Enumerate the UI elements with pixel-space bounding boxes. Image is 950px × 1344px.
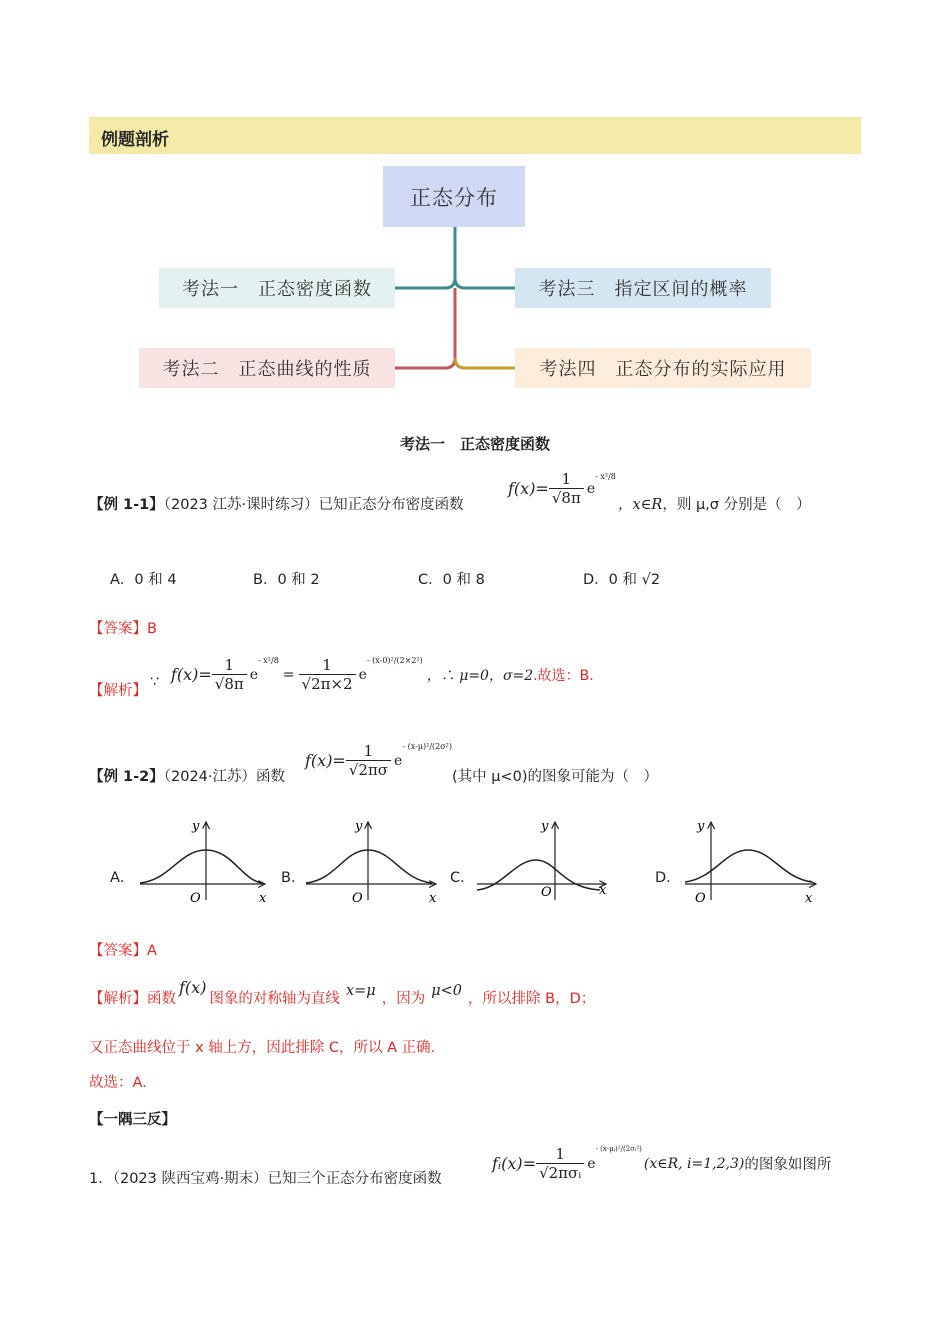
q1-fraction [536, 1145, 584, 1182]
axis-x-label: x [599, 883, 607, 898]
axis-x-label: x [429, 891, 437, 906]
q1-source: （2023 陕西宝鸡·期末）已知三个正态分布密度函数 [112, 1171, 442, 1187]
eq2-num: 1 [299, 656, 356, 675]
eq2-fraction [299, 656, 356, 693]
example-label: 【例 1-1】 [89, 497, 164, 513]
formula-f: f(x)= [508, 479, 549, 498]
formula-e: e [394, 752, 403, 769]
eq2-exp: - (x-0)²/(2×2²) [366, 656, 423, 665]
mindmap-branch-1: 考法一 正态密度函数 [159, 268, 395, 308]
formula-f: f(x)= [305, 751, 346, 770]
eq1-f: f(x)= [170, 665, 212, 684]
analysis-label-1-1: 【解析】 [89, 683, 147, 699]
formula-fraction [346, 742, 391, 779]
formula-den: √2πσ [348, 761, 389, 779]
q1-num: 1 [536, 1145, 584, 1164]
formula-normal [305, 742, 452, 779]
eq1-e: e [249, 666, 259, 683]
example-source: （2023 江苏·课时练习）已知正态分布密度函数 [163, 497, 464, 513]
mindmap-branch-2: 考法二 正态曲线的性质 [139, 348, 395, 388]
section-title: 考法一 正态密度函数 [399, 435, 550, 453]
formula-fraction [549, 470, 584, 507]
mindmap-root: 正态分布 [383, 166, 525, 227]
connector-b1 [395, 268, 515, 288]
analysis-text: ，所以排除 B，D； [468, 991, 596, 1007]
because-symbol: ∵ [150, 673, 159, 690]
example-label: 【例 1-2】 [89, 769, 164, 785]
therefore-text: ，∴ μ=0，σ=2 [426, 667, 534, 684]
option-d: D．0 和 √2 [583, 572, 661, 588]
origin-label: O [541, 885, 552, 900]
axis-x-label: x [805, 891, 813, 906]
conclusion-text: .故选：B. [533, 667, 594, 684]
eq1-den: √8π [214, 675, 244, 693]
mindmap-branch-4: 考法四 正态分布的实际应用 [515, 348, 811, 388]
analysis-formula-1-1 [150, 656, 594, 693]
analysis-ineq: μ<0 [431, 983, 463, 999]
formula-e: e [586, 480, 596, 497]
example-1-2-condition: (其中 μ<0)的图象可能为（ ） [452, 769, 659, 785]
eq1-fraction [212, 656, 247, 693]
connector-b2 [395, 288, 455, 368]
example-1-2-header [89, 765, 285, 786]
graph-label-b: B． [281, 870, 306, 886]
example-1-1-tail [618, 493, 811, 514]
graph-label-a: A． [110, 870, 135, 886]
answer-1-1: 【答案】B [89, 621, 157, 637]
analysis-1-2-line3: 故选：A. [89, 1075, 147, 1091]
q1-exp: - (x-μᵢ)²/(2σᵢ²) [595, 1145, 642, 1153]
option-b: B．0 和 2 [253, 572, 320, 588]
example-1-1-header [89, 493, 464, 514]
axis-x-label: x [259, 891, 267, 906]
mindmap-branch-3: 考法三 指定区间的概率 [515, 268, 771, 308]
eq2-e: e [358, 666, 367, 683]
graph-d [685, 819, 816, 906]
eq1-num: 1 [212, 656, 247, 675]
axis-y-label: y [192, 819, 200, 834]
practice-q1 [89, 1167, 442, 1188]
question-ask: ，则 μ,σ 分别是（ ） [662, 497, 811, 513]
practice-title: 【一隅三反】 [89, 1112, 176, 1128]
banner-title: 例题剖析 [101, 130, 169, 150]
axis-y-label: y [697, 819, 705, 834]
q1-cond: (x∈R, i=1,2,3) [643, 1155, 745, 1172]
q1-f: fᵢ(x)= [492, 1154, 537, 1173]
eq1-exp: - x²/8 [258, 656, 279, 665]
axis-y-label: y [355, 819, 363, 834]
option-c: C．0 和 8 [418, 572, 485, 588]
origin-label: O [190, 891, 201, 906]
formula-den: √8π [551, 489, 581, 507]
graph-label-d: D． [655, 870, 681, 886]
analysis-eq: x=μ [345, 983, 376, 999]
connector-b4 [455, 358, 515, 368]
graph-a [140, 819, 267, 906]
analysis-text: ，因为 [381, 991, 426, 1007]
formula-exp: - x²/8 [595, 472, 616, 481]
origin-label: O [695, 891, 706, 906]
analysis-text: 图象的对称轴为直线 [209, 991, 340, 1007]
graph-c [477, 819, 607, 900]
option-a: A．0 和 4 [110, 572, 177, 588]
q1-formula [492, 1145, 831, 1182]
formula-num: 1 [346, 742, 391, 761]
domain-text: ，x∈R [618, 497, 663, 513]
graph-label-c: C． [450, 870, 475, 886]
analysis-label: 【解析】 [89, 991, 147, 1007]
answer-1-2: 【答案】A [89, 943, 157, 959]
analysis-1-2-line2: 又正态曲线位于 x 轴上方，因此排除 C，所以 A 正确. [89, 1040, 436, 1056]
origin-label: O [352, 891, 363, 906]
eq2-den: √2π×2 [301, 675, 353, 693]
q1-den: √2πσᵢ [539, 1164, 582, 1182]
axis-y-label: y [541, 819, 549, 834]
eq2-equals: = [282, 666, 295, 683]
q1-number: 1． [89, 1171, 113, 1187]
analysis-fx: f(x) [179, 978, 207, 997]
analysis-1-2-line1 [89, 978, 596, 1008]
example-source: （2024·江苏）函数 [163, 769, 286, 785]
analysis-text: 函数 [147, 991, 176, 1007]
graphs-svg [0, 810, 950, 910]
q1-tail: 的图象如图所 [744, 1157, 832, 1173]
formula-num: 1 [549, 470, 584, 489]
formula-density [508, 470, 616, 507]
q1-e: e [587, 1155, 596, 1172]
formula-exp: - (x-μ)²/(2σ²) [402, 742, 453, 751]
graph-b [306, 819, 437, 906]
